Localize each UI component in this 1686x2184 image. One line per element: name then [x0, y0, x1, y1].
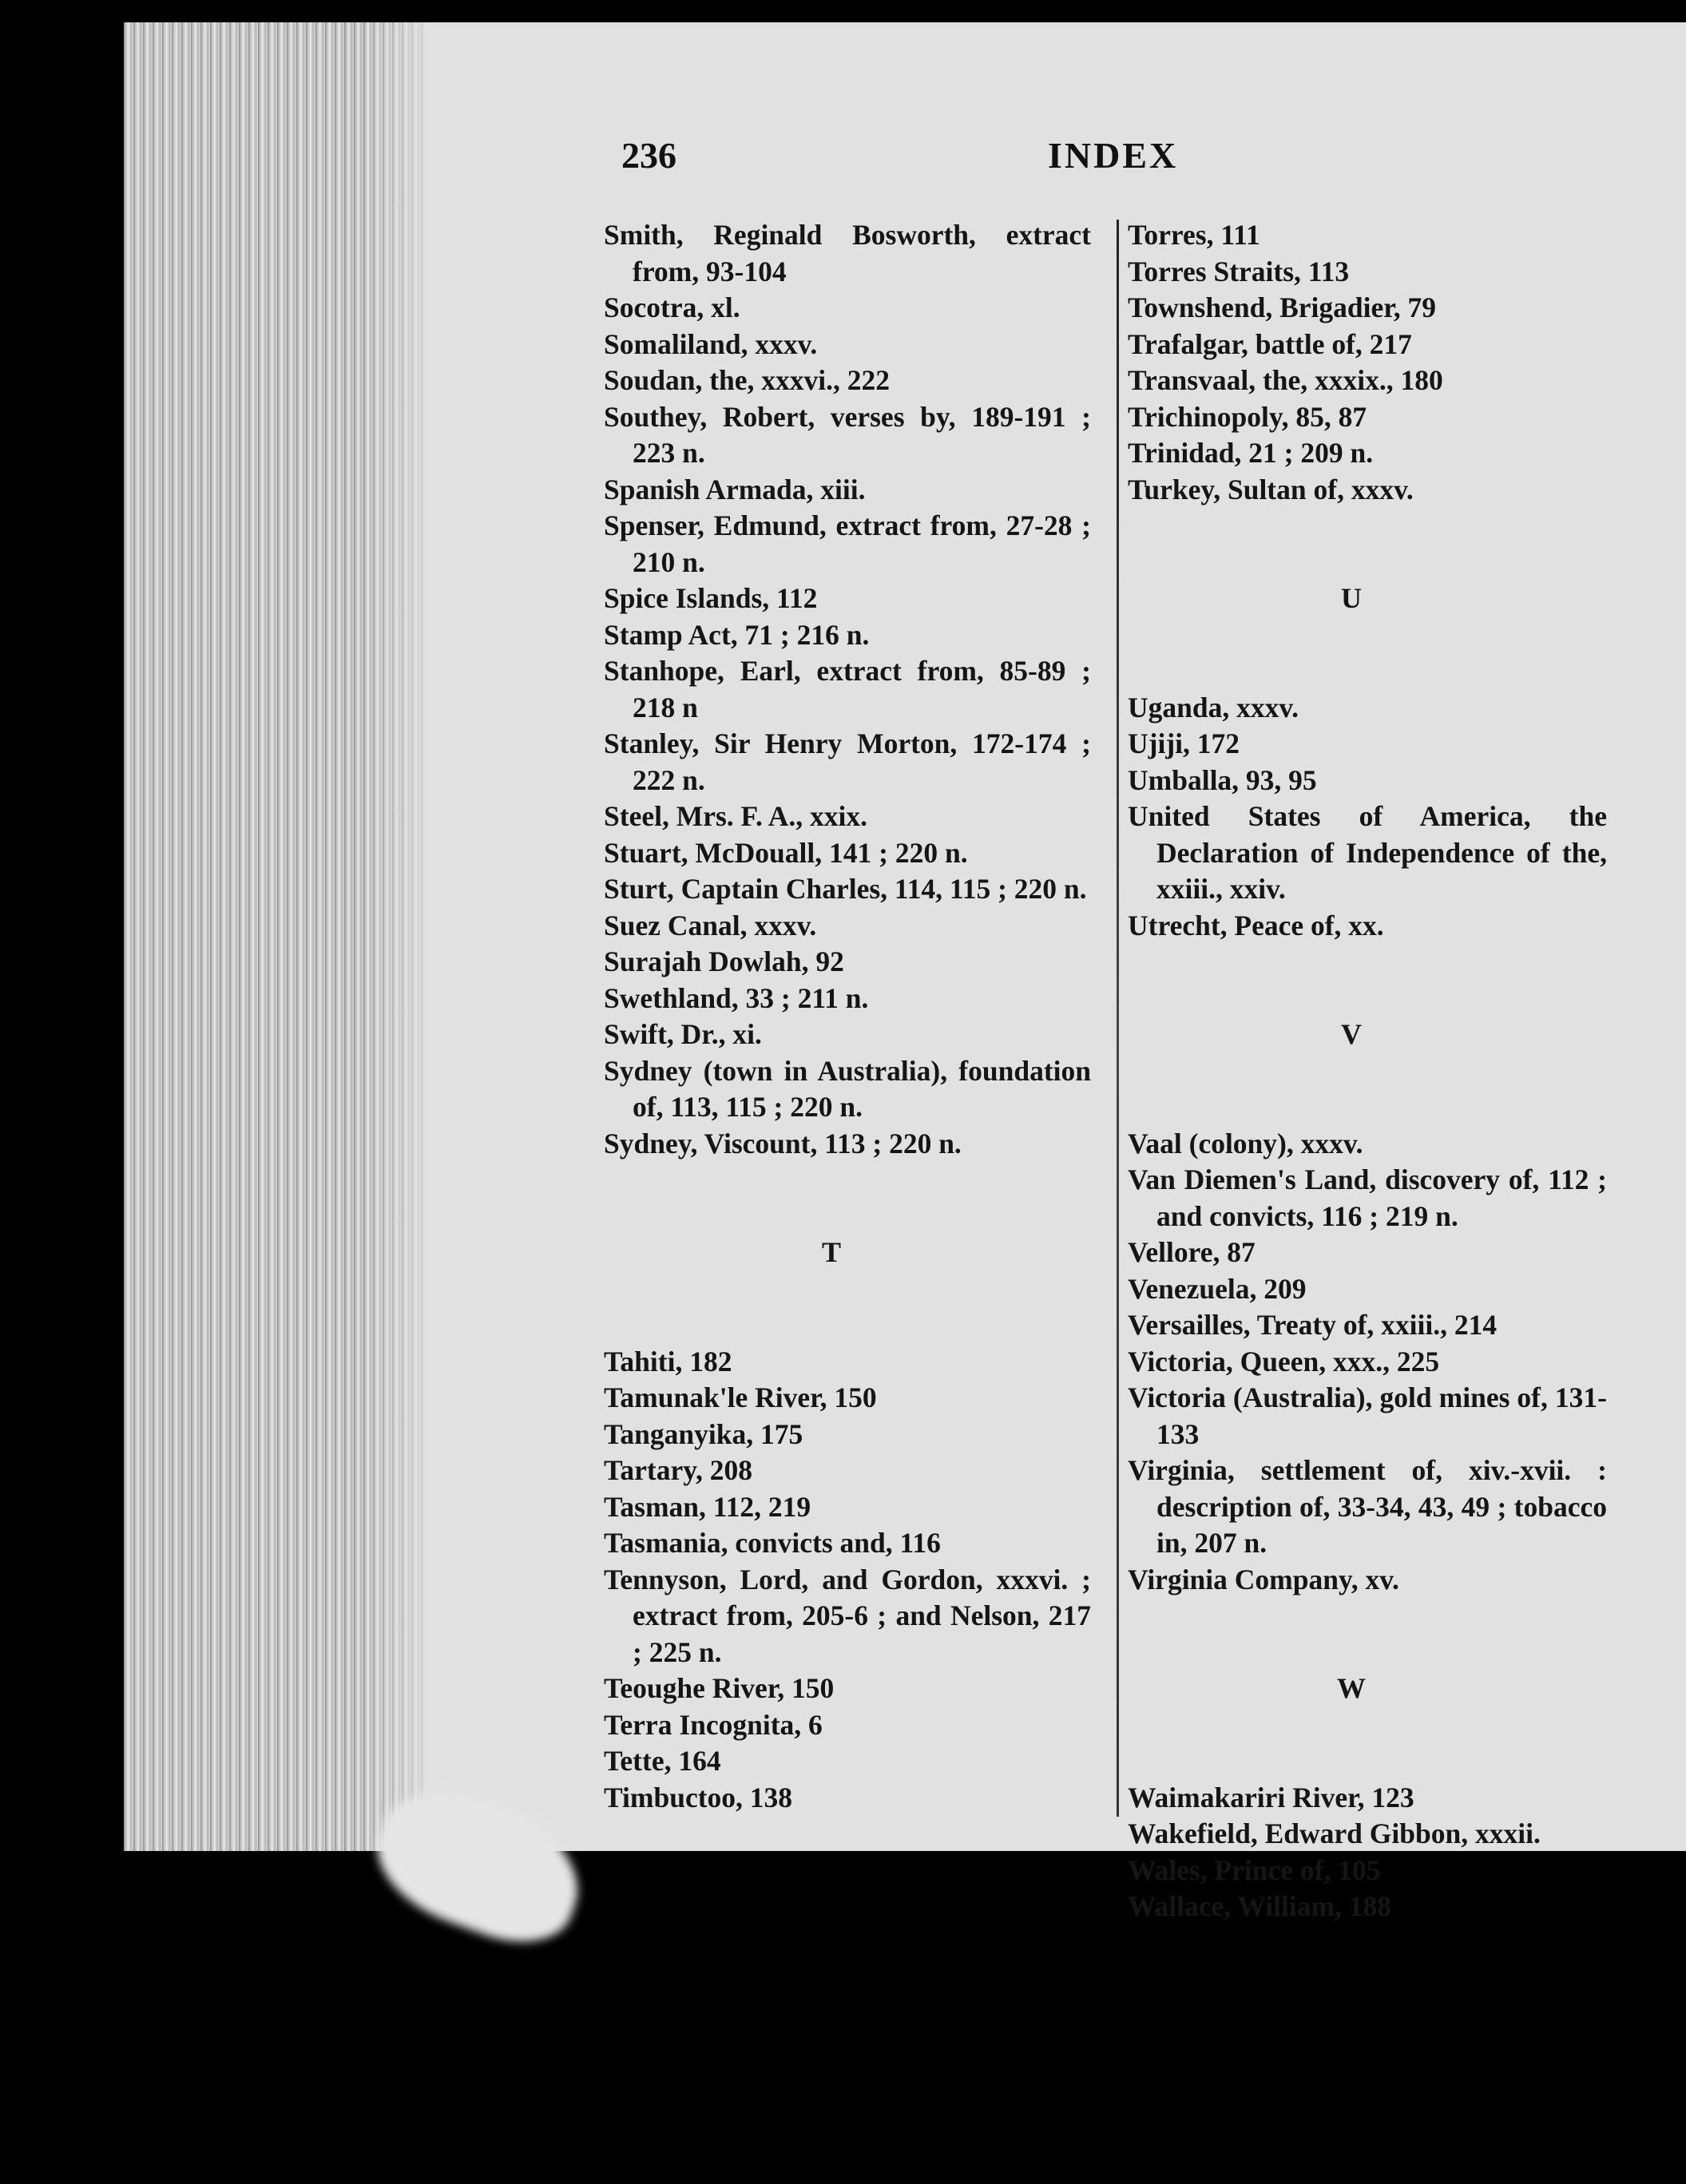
section-heading-v: V: [1341, 1018, 1362, 1050]
index-entry: Tamunak'le River, 150: [604, 1381, 877, 1413]
index-entry: Tasmania, convicts and, 116: [604, 1527, 941, 1559]
index-entry: Utrecht, Peace of, xx.: [1128, 909, 1384, 941]
index-section-u: [1128, 690, 1607, 945]
index-entry: Vaal (colony), xxxv.: [1128, 1127, 1363, 1159]
index-entry: Tartary, 208: [604, 1454, 753, 1486]
index-entry: Vellore, 87: [1128, 1236, 1256, 1268]
index-section-s: [604, 217, 1091, 1162]
index-entry: Somaliland, xxxv.: [604, 327, 818, 360]
index-entry: Turkey, Sultan of, xxxv.: [1128, 473, 1414, 505]
index-entry: Sydney, Viscount, 113 ; 220 n.: [604, 1127, 962, 1159]
index-entry: Venezuela, 209: [1128, 1272, 1307, 1305]
index-entry: Tasman, 112, 219: [604, 1490, 811, 1523]
index-entry: Van Diemen's Land, discovery of, 112 ; and convicts, 116 ; 219 n.: [1128, 1163, 1607, 1232]
index-entry: Transvaal, the, xxxix., 180: [1128, 364, 1443, 396]
index-entry: Steel, Mrs. F. A., xxix.: [604, 800, 867, 832]
section-heading-w: W: [1337, 1672, 1366, 1704]
index-entry: Trinidad, 21 ; 209 n.: [1128, 437, 1374, 469]
section-gap: [604, 1271, 1091, 1344]
index-entry: Southey, Robert, verses by, 189-191 ; 223 n.: [604, 400, 1091, 469]
index-entry: Suez Canal, xxxv.: [604, 909, 817, 941]
index-entry: Stanhope, Earl, extract from, 85-89 ; 218 n: [604, 655, 1091, 723]
index-entry: Virginia, settlement of, xiv.-xvii. : description of, 33-34, 43, 49 ; tobacco in, 207 n.: [1128, 1454, 1607, 1559]
section-gap: [604, 1162, 1091, 1235]
index-entry: Stuart, McDouall, 141 ; 220 n.: [604, 836, 968, 869]
index-entry: Townshend, Brigadier, 79: [1128, 291, 1437, 323]
index-entry: Socotra, xl.: [604, 291, 740, 323]
index-entry: Wallace, William, 188: [1128, 1890, 1392, 1922]
index-entry: Smith, Reginald Bosworth, extract from, 93-104: [604, 219, 1091, 287]
index-entry: Teoughe River, 150: [604, 1672, 835, 1704]
index-entry: Sturt, Captain Charles, 114, 115 ; 220 n.: [604, 873, 1087, 905]
section-gap: [1128, 1707, 1607, 1780]
index-entry: Sydney (town in Australia), foundation of, 113, 115 ; 220 n.: [604, 1054, 1091, 1123]
index-entry: Soudan, the, xxxvi., 222: [604, 364, 891, 396]
index-entry: Tennyson, Lord, and Gordon, xxxvi. ; extract from, 205-6 ; and Nelson, 217 ; 225 n.: [604, 1563, 1091, 1668]
index-entry: Terra Incognita, 6: [604, 1708, 823, 1741]
index-column-right: [1128, 217, 1607, 1925]
index-entry: Virginia Company, xv.: [1128, 1563, 1399, 1595]
index-entry: Wakefield, Edward Gibbon, xxxii.: [1128, 1817, 1541, 1849]
section-gap: [1128, 508, 1607, 581]
index-entry: Surajah Dowlah, 92: [604, 945, 844, 977]
index-entry: Swethland, 33 ; 211 n.: [604, 981, 869, 1014]
index-entry: Victoria, Queen, xxx., 225: [1128, 1345, 1440, 1377]
index-entry: Stamp Act, 71 ; 216 n.: [604, 618, 870, 651]
index-entry: Torres, 111: [1128, 219, 1260, 251]
index-entry: Wales, Prince of, 105: [1128, 1853, 1381, 1886]
index-section-t-continued: [1128, 217, 1607, 508]
index-column-left: [604, 217, 1091, 1816]
index-section-w: [1128, 1780, 1607, 1925]
index-entry: Versailles, Treaty of, xxiii., 214: [1128, 1309, 1498, 1341]
section-gap: [1128, 617, 1607, 690]
index-entry: Tanganyika, 175: [604, 1417, 803, 1450]
index-section-v: [1128, 1126, 1607, 1599]
index-entry: Victoria (Australia), gold mines of, 131-133: [1128, 1381, 1607, 1450]
page-number: 236: [621, 135, 676, 176]
section-heading-t: T: [821, 1236, 841, 1268]
index-entry: Trafalgar, battle of, 217: [1128, 327, 1412, 360]
index-entry: Swift, Dr., xi.: [604, 1018, 762, 1050]
index-entry: Spenser, Edmund, extract from, 27-28 ; 210 n.: [604, 509, 1091, 578]
index-entry: Uganda, xxxv.: [1128, 691, 1299, 723]
index-section-t: [604, 1344, 1091, 1817]
index-entry: United States of America, the Declaration of Independence of the, xxiii., xxiv.: [1128, 800, 1607, 905]
index-entry: Ujiji, 172: [1128, 727, 1240, 759]
index-entry: Spice Islands, 112: [604, 582, 818, 614]
index-entry: Timbuctoo, 138: [604, 1781, 793, 1813]
index-entry: Tette, 164: [604, 1745, 721, 1777]
section-heading-u: U: [1341, 582, 1362, 614]
index-entry: Waimakariri River, 123: [1128, 1781, 1414, 1813]
section-gap: [1128, 944, 1607, 1017]
page-edges-shade: [363, 22, 443, 1851]
section-gap: [1128, 1598, 1607, 1671]
index-entry: Stanley, Sir Henry Morton, 172-174 ; 222 n.: [604, 727, 1091, 796]
index-entry: Trichinopoly, 85, 87: [1128, 400, 1367, 433]
page-title: INDEX: [1048, 135, 1179, 176]
section-gap: [1128, 1053, 1607, 1126]
index-entry: Spanish Armada, xiii.: [604, 473, 866, 505]
index-entry: Torres Straits, 113: [1128, 255, 1350, 287]
index-entry: Tahiti, 182: [604, 1345, 732, 1377]
column-divider: [1117, 220, 1119, 1817]
index-entry: Umballa, 93, 95: [1128, 763, 1317, 796]
